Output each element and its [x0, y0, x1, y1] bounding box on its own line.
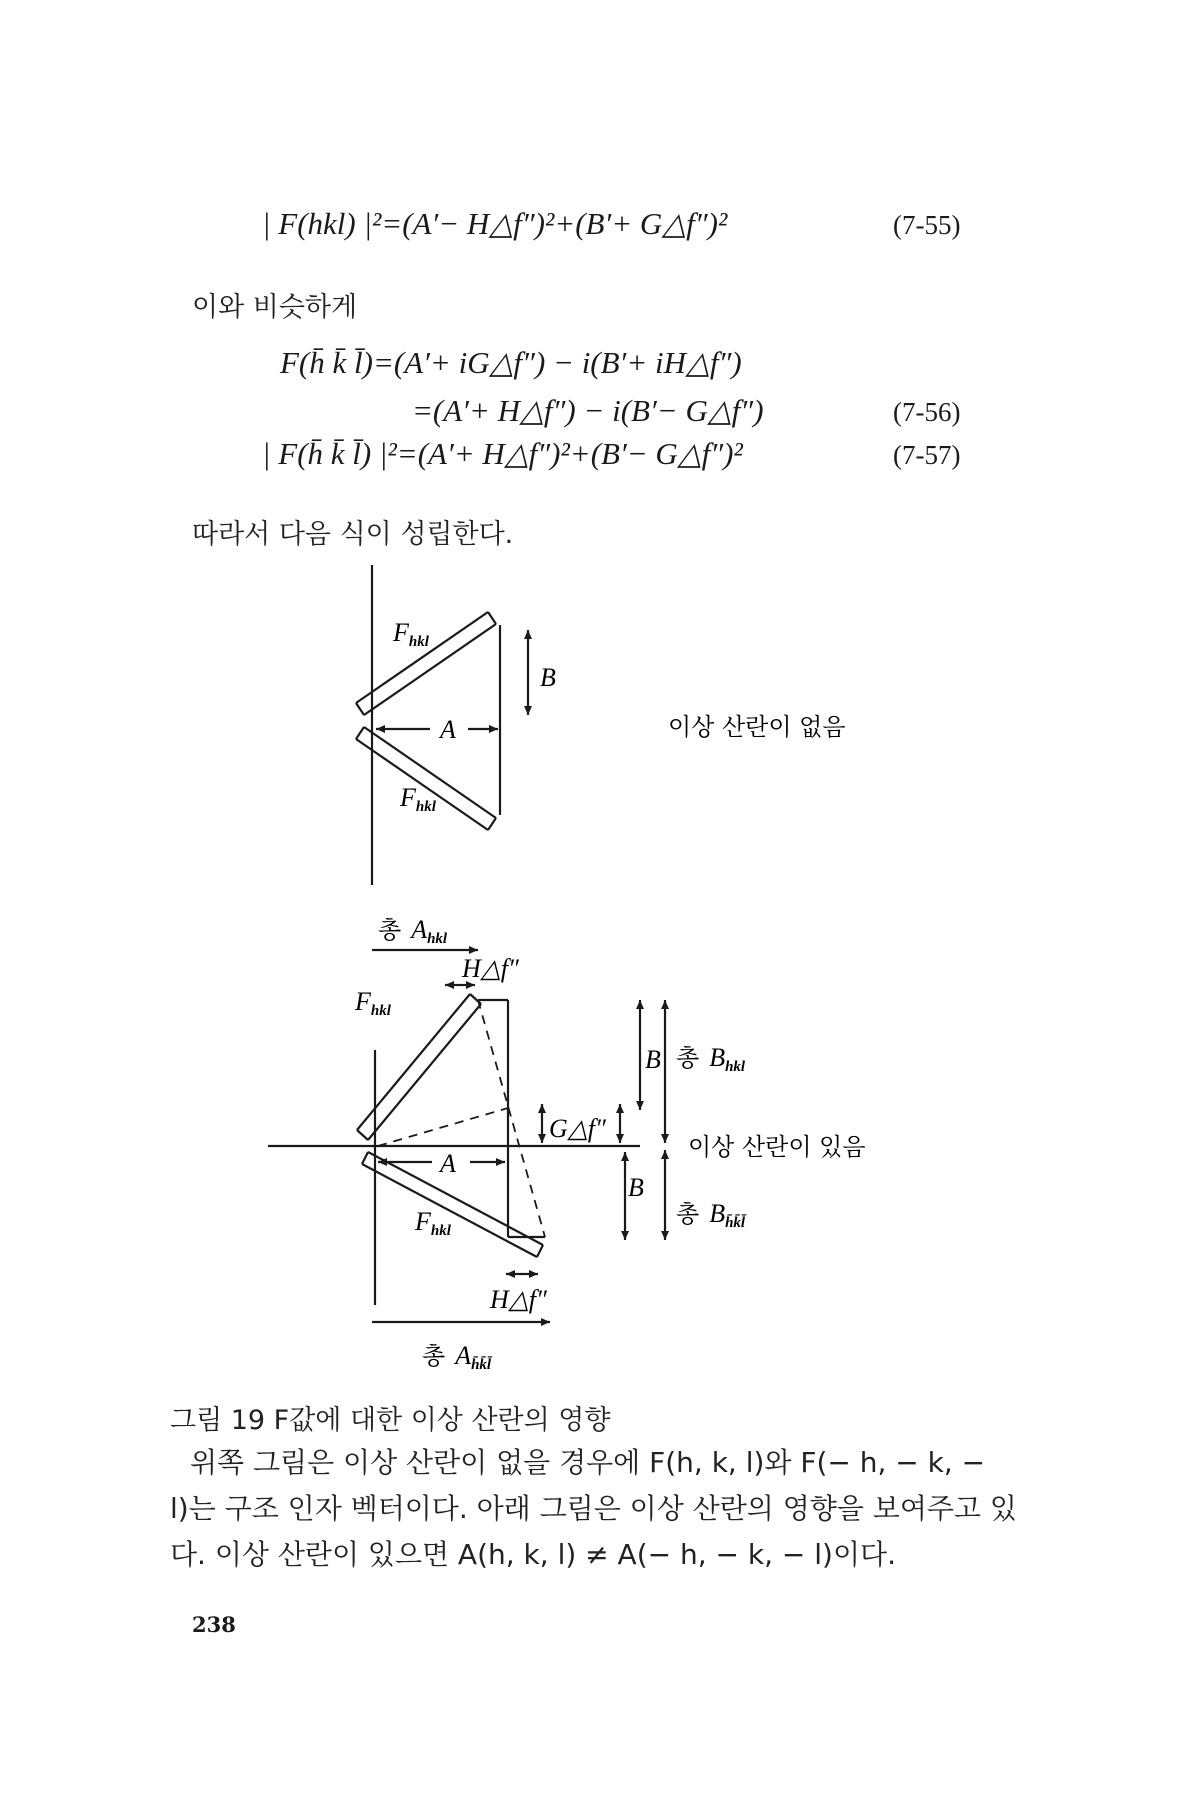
total-a-bottom-label: 총 Ah̄k̄l̄ — [422, 1341, 492, 1373]
figure-caption-body — [170, 1440, 1020, 1578]
equation-7-56: =(A′+ H△f″) − i(B′− G△f″) — [412, 393, 764, 428]
intro-text: 이와 비슷하게 — [192, 292, 358, 323]
equation-7-57: | F(h̄ k̄ l̄) |²=(A′+ H△f″)²+(B′− G△f″)² — [262, 436, 743, 471]
bottom-f-upper-label: Fhkl — [355, 987, 391, 1019]
caption-line-2: l)는 구조 인자 벡터이다. 아래 그림은 이상 산란의 영향을 보여주고 있 — [170, 1492, 1017, 1525]
top-f-lower-label: Fhkl — [400, 783, 436, 815]
bottom-f-bar-upper-b — [368, 1004, 481, 1140]
with-anomalous-label: 이상 산란이 있음 — [688, 1133, 866, 1161]
total-b-bottom-label: 총 Bh̄k̄l̄ — [676, 1199, 746, 1231]
top-f-upper-label: Fhkl — [393, 618, 429, 650]
top-a-label: A — [440, 715, 456, 744]
equation-number-7-57: (7-57) — [893, 440, 961, 470]
equation-7-55: | F(hkl) |²=(A′− H△f″)²+(B′+ G△f″)² — [262, 206, 728, 241]
top-f-bar-upper-b — [364, 624, 496, 715]
b-top-label: B — [645, 1045, 661, 1074]
no-anomalous-label: 이상 산란이 없음 — [668, 713, 846, 741]
caption-line-3: 다. 이상 산란이 있으면 A(h, k, l) ≠ A(− h, − k, − l)이다. — [170, 1538, 896, 1571]
bottom-f-lower-label: Fhkl — [415, 1207, 451, 1239]
equation-number-7-56: (7-56) — [893, 397, 961, 427]
total-b-top-label: 총 Bhkl — [676, 1043, 746, 1075]
h-delta-f-bottom-label: H△f″ — [490, 1285, 547, 1314]
page-number: 238 — [192, 1612, 236, 1637]
bottom-a-label: A — [440, 1149, 456, 1178]
equation-number-7-55: (7-55) — [893, 210, 961, 240]
figure-caption-title: 그림 19 F값에 대한 이상 산란의 영향 — [170, 1405, 611, 1436]
equation-line-1: F(h̄ k̄ l̄)=(A′+ iG△f″) − i(B′+ iH△f″) — [280, 345, 742, 380]
total-a-top-label: 총 Ahkl — [378, 915, 448, 947]
conclusion-text: 따라서 다음 식이 성립한다. — [192, 519, 514, 550]
top-f-bar-upper-a — [356, 612, 488, 703]
top-f-bar-lower-b — [356, 739, 488, 830]
b-bottom-label: B — [628, 1173, 644, 1202]
caption-line-1: 위쪽 그림은 이상 산란이 없을 경우에 F(h, k, l)와 F(− h, − k, − — [190, 1446, 986, 1479]
h-delta-f-top-label: H△f″ — [462, 954, 519, 983]
g-delta-f-label: G△f″ — [549, 1114, 606, 1143]
top-b-label: B — [540, 663, 556, 692]
